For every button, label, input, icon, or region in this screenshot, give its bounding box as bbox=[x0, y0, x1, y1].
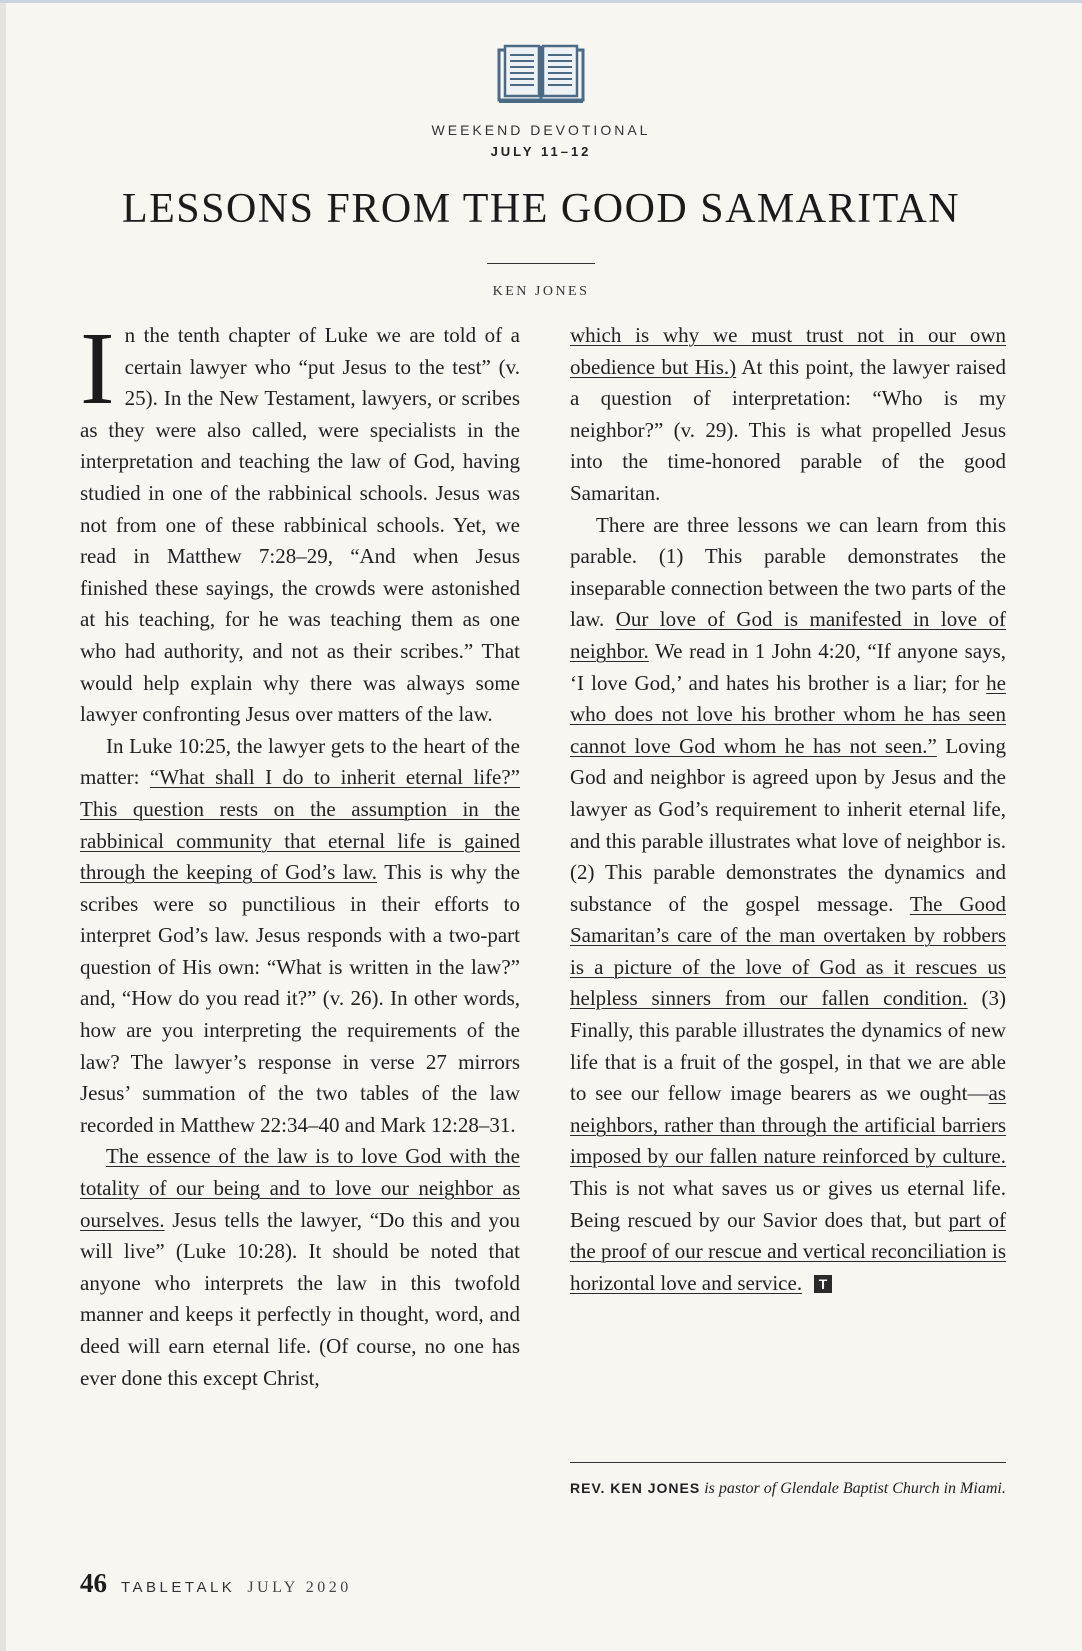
bio-author-name: REV. KEN JONES bbox=[570, 1480, 701, 1496]
author-bio bbox=[570, 1476, 1006, 1501]
paragraph-3-continued bbox=[570, 320, 1006, 510]
title-divider bbox=[487, 263, 595, 264]
top-rule bbox=[0, 0, 1082, 3]
underlined-passage: he who does not love his brother whom he has seen cannot love God whom he has not seen.” bbox=[570, 670, 1006, 758]
devotional-date: JULY 11–12 bbox=[490, 144, 592, 159]
underlined-passage: The essence of the law is to love God with the totality of our being and to love our neighbor as ourselves. bbox=[80, 1144, 520, 1232]
column-left bbox=[80, 311, 520, 1394]
paragraph-2-text: This is why the scribes were so punctilious in their efforts to interpret God’s law. Jesus responds with a two-part question of His own: “What is written in the law?” and, “How do you read it?” (v. 26). In other words, how are you interpreting the requirements of the law? The lawyer’s response in verse 27 mirrors Jesus’ summation of the two tables of the law recorded in Matthew 22:34–40 and Mark 12:28–31. bbox=[80, 860, 520, 1137]
underlined-passage: The Good Samaritan’s care of the man overtaken by robbers is a picture of the love of God as it rescues us helpless sinners from our fallen condition. bbox=[570, 891, 1006, 1011]
magazine-name: TABLETALK bbox=[121, 1579, 236, 1596]
drop-cap: I bbox=[80, 311, 115, 426]
bio-text: is pastor of Glendale Baptist Church in Miami. bbox=[704, 1480, 1006, 1497]
open-book-icon bbox=[497, 44, 585, 106]
section-kicker: WEEKEND DEVOTIONAL bbox=[431, 122, 651, 138]
paragraph-3-text: At this point, the lawyer raised a question of interpretation: “Who is my neighbor?” (v. 29). This is what propelled Jesus into the time-honored parable of the good Samaritan. bbox=[570, 354, 1006, 505]
end-mark-icon: T bbox=[814, 1275, 832, 1293]
page-number: 46 bbox=[80, 1568, 107, 1598]
underlined-passage: “What shall I do to inherit eternal life?” This question rests on the assumption in the rabbinical community that eternal life is gained through the keeping of God’s law. bbox=[80, 765, 520, 885]
underlined-passage: as neighbors, rather than through the artificial barriers imposed by our fallen nature reinforced by culture. bbox=[570, 1081, 1006, 1169]
paragraph-4 bbox=[570, 510, 1006, 1300]
paragraph-4-text: There are three lessons we can learn from this parable. (1) This parable demonstrates the inseparable connection between the two parts of the law. bbox=[570, 512, 1006, 632]
bio-divider bbox=[570, 1462, 1006, 1463]
article-header bbox=[0, 44, 1082, 300]
paragraph-1-text: n the tenth chapter of Luke we are told of a certain lawyer who “put Jesus to the test” (v. 25). In the New Testament, lawyers, or scribes as they were also called, were specialists in the interpretation and teaching the law of God, having studied in one of the rabbinical schools. Jesus was not from one of these rabbinical schools. Yet, we read in Matthew 7:28–29, “And when Jesus finished these sayings, the crowds were astonished at his teaching, for he was teaching them as one who had authority, and not as their scribes.” That would help explain why there was always some lawyer confronting Jesus over matters of the law. bbox=[80, 323, 520, 727]
article-title: LESSONS FROM THE GOOD SAMARITAN bbox=[121, 186, 961, 232]
paragraph-4-text: (3) Finally, this parable illustrates the dynamics of new life that is a fruit of the gospel, in that we are able to see our fellow image bearers as we ought— bbox=[570, 986, 1006, 1106]
underlined-passage: part of the proof of our rescue and vertical reconciliation is horizontal love and service. bbox=[570, 1207, 1006, 1295]
paragraph-2-text: In Luke 10:25, the lawyer gets to the heart of the matter: bbox=[80, 733, 520, 790]
page-footer bbox=[80, 1568, 352, 1599]
paragraph-2 bbox=[80, 731, 520, 1142]
paragraph-4-text: Loving God and neighbor is agreed upon by Jesus and the lawyer as God’s requirement to inherit eternal life, and this parable illustrates what love of neighbor is. (2) This parable demonstrates the dynamics and substance of the gospel message. bbox=[570, 733, 1006, 916]
column-right bbox=[570, 320, 1006, 1299]
paragraph-4-text: We read in 1 John 4:20, “If anyone says, ‘I love God,’ and hates his brother is a liar; for bbox=[570, 638, 1006, 695]
paragraph-1 bbox=[80, 311, 520, 731]
underlined-passage: Our love of God is manifested in love of neighbor. bbox=[570, 607, 1007, 663]
issue-date: JULY 2020 bbox=[247, 1579, 352, 1596]
paragraph-4-text: This is not what saves us or gives us eternal life. Being rescued by our Savior does that, but bbox=[570, 1176, 1006, 1232]
paragraph-3-text: Jesus tells the lawyer, “Do this and you will live” (Luke 10:28). It should be noted that anyone who interprets the law in this twofold manner and keeps it perfectly in thought, word, and deed will earn eternal life. (Of course, no one has ever done this except Christ, bbox=[80, 1207, 520, 1390]
underlined-passage: which is why we must trust not in our own obedience but His.) bbox=[570, 323, 1006, 379]
author-byline: KEN JONES bbox=[492, 284, 590, 299]
paragraph-3 bbox=[80, 1141, 520, 1394]
